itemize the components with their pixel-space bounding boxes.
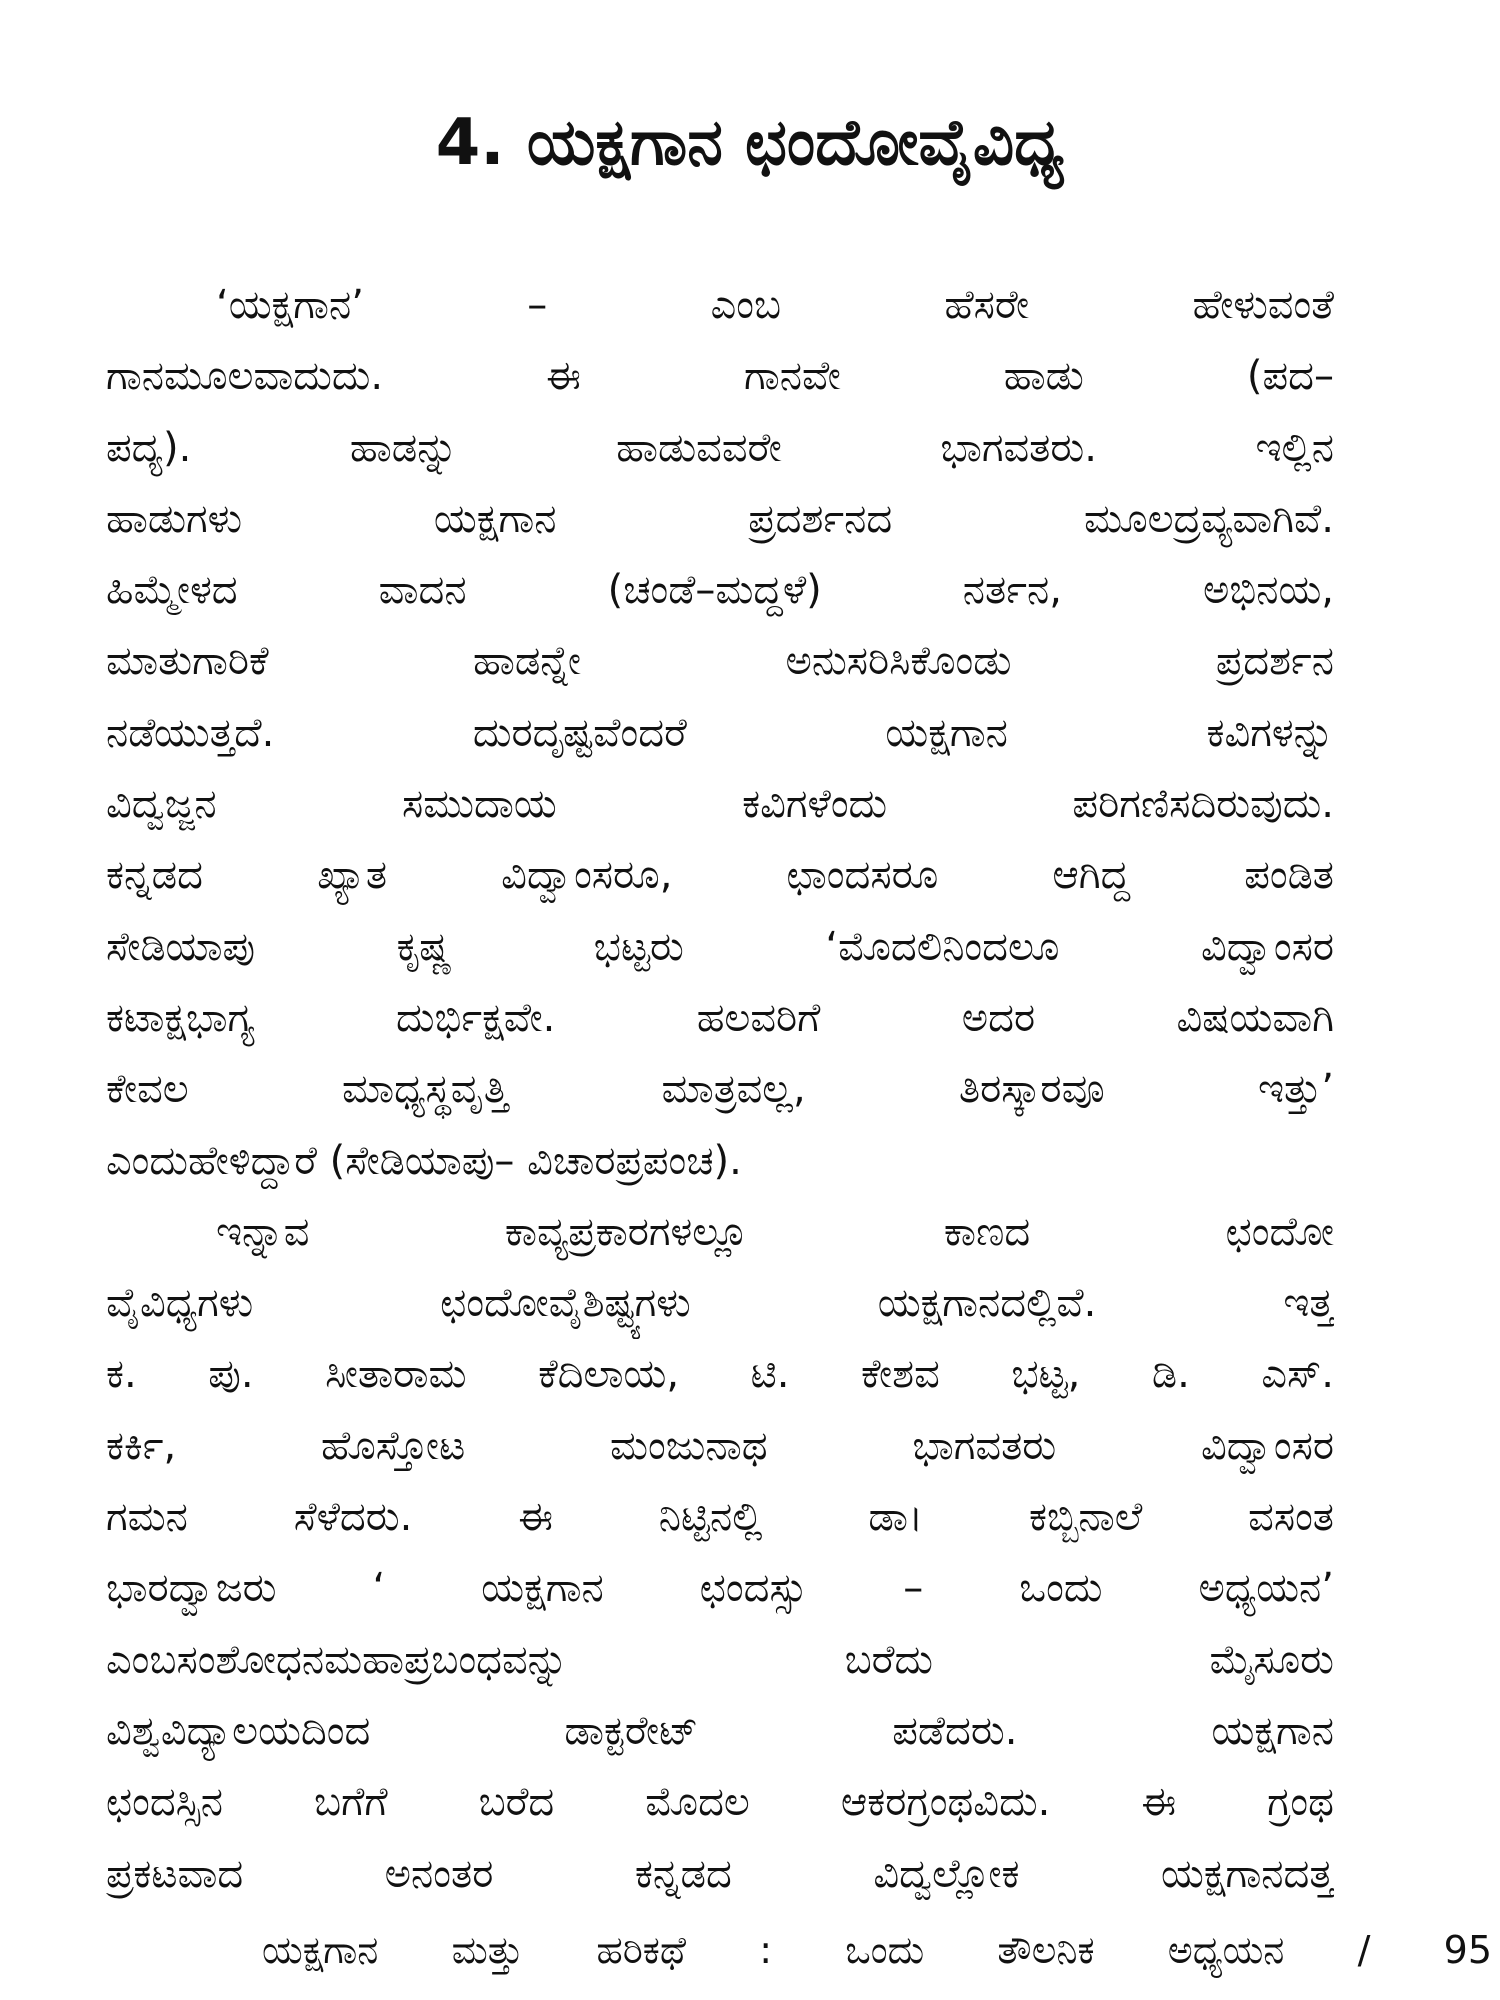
text-line: ಪ್ರಕಟವಾದ ಅನಂತರ ಕನ್ನಡದ ವಿದ್ವಲ್ಲೋಕ ಯಕ್ಷಗಾನದತ್ತ [106, 1850, 1334, 1897]
text-line: ಭಾರದ್ವಾಜರು ‘ ಯಕ್ಷಗಾನ ಛಂದಸ್ಸು – ಒಂದು ಅಧ್ಯಯನ’ [106, 1565, 1334, 1612]
text-line: ವಿಶ್ವವಿದ್ಯಾಲಯದಿಂದ ಡಾಕ್ಟರೇಟ್ ಪಡೆದರು. ಯಕ್ಷಗಾನ [106, 1707, 1334, 1754]
text-line: ಕಟಾಕ್ಷಭಾಗ್ಯ ದುರ್ಭಿಕ್ಷವೇ. ಹಲವರಿಗೆ ಅದರ ವಿಷಯವಾಗಿ [106, 994, 1334, 1041]
text-line: ಛಂದಸ್ಸಿನ ಬಗೆಗೆ ಬರೆದ ಮೊದಲ ಆಕರಗ್ರಂಥವಿದು. ಈ ಗ್ರಂಥ [106, 1779, 1334, 1826]
text-line: ಹಾಡುಗಳು ಯಕ್ಷಗಾನ ಪ್ರದರ್ಶನದ ಮೂಲದ್ರವ್ಯವಾಗಿವೆ. [106, 495, 1334, 542]
text-line: ಎಂಬಸಂಶೋಧನಮಹಾಪ್ರಬಂಧವನ್ನು ಬರೆದು ಮೈಸೂರು [106, 1636, 1334, 1683]
body-text [106, 270, 1334, 1910]
page-footer: ಯಕ್ಷಗಾನ ಮತ್ತು ಹರಿಕಥೆ : ಒಂದು ತೌಲನಿಕ ಅಧ್ಯಯನ / 95 [262, 1928, 1492, 1972]
text-line: ವೈವಿಧ್ಯಗಳು ಛಂದೋವೈಶಿಷ್ಟ್ಯಗಳು ಯಕ್ಷಗಾನದಲ್ಲಿವೆ. ಇತ್ತ [106, 1280, 1334, 1327]
text-line: ಸೇಡಿಯಾಪು ಕೃಷ್ಣ ಭಟ್ಟರು ‘ಮೊದಲಿನಿಂದಲೂ ವಿದ್ವಾಂಸರ [106, 923, 1334, 970]
text-line: ಕನ್ನಡದ ಖ್ಯಾತ ವಿದ್ವಾಂಸರೂ, ಛಾಂದಸರೂ ಆಗಿದ್ದ ಪಂಡಿತ [106, 852, 1334, 899]
text-line: ಇನ್ನಾವ ಕಾವ್ಯಪ್ರಕಾರಗಳಲ್ಲೂ ಕಾಣದ ಛಂದೋ [216, 1208, 1334, 1255]
chapter-title: 4. ಯಕ್ಷಗಾನ ಛಂದೋವೈವಿಧ್ಯ [435, 105, 1065, 180]
text-line: ಗಾನಮೂಲವಾದುದು. ಈ ಗಾನವೇ ಹಾಡು (ಪದ– [106, 353, 1334, 400]
text-line: ಕ. ಪು. ಸೀತಾರಾಮ ಕೆದಿಲಾಯ, ಟಿ. ಕೇಶವ ಭಟ್ಟ, ಡಿ. ಎಸ್. [106, 1351, 1334, 1398]
paragraph-2 [106, 1197, 1334, 1910]
text-line: ಎಂದುಹೇಳಿದ್ದಾರೆ (ಸೇಡಿಯಾಪು– ವಿಚಾರಪ್ರಪಂಚ). [106, 1137, 742, 1184]
text-line: ಹಿಮ್ಮೇಳದ ವಾದನ (ಚಂಡೆ–ಮದ್ದಳೆ) ನರ್ತನ, ಅಭಿನಯ, [106, 567, 1334, 614]
text-line: ನಡೆಯುತ್ತದೆ. ದುರದೃಷ್ಟವೆಂದರೆ ಯಕ್ಷಗಾನ ಕವಿಗಳನ್ನು [106, 709, 1334, 756]
text-line: ವಿದ್ವಜ್ಜನ ಸಮುದಾಯ ಕವಿಗಳೆಂದು ಪರಿಗಣಿಸದಿರುವುದು. [106, 781, 1334, 828]
text-line: ಕರ್ಕಿ, ಹೊಸ್ತೋಟ ಮಂಜುನಾಥ ಭಾಗವತರು ವಿದ್ವಾಂಸರ [106, 1422, 1334, 1469]
text-line: ಪದ್ಯ). ಹಾಡನ್ನು ಹಾಡುವವರೇ ಭಾಗವತರು. ಇಲ್ಲಿನ [106, 424, 1334, 471]
text-line: ಕೇವಲ ಮಾಧ್ಯಸ್ಥವೃತ್ತಿ ಮಾತ್ರವಲ್ಲ, ತಿರಸ್ಕಾರವೂ ಇತ್ತು’ [106, 1066, 1334, 1113]
text-line: ‘ಯಕ್ಷಗಾನ’ – ಎಂಬ ಹೆಸರೇ ಹೇಳುವಂತೆ [216, 282, 1334, 328]
text-line: ಮಾತುಗಾರಿಕೆ ಹಾಡನ್ನೇ ಅನುಸರಿಸಿಕೊಂಡು ಪ್ರದರ್ಶನ [106, 638, 1334, 685]
paragraph-1 [106, 270, 1334, 1197]
text-line: ಗಮನ ಸೆಳೆದರು. ಈ ನಿಟ್ಟಿನಲ್ಲಿ ಡಾ। ಕಬ್ಬಿನಾಲೆ ವಸಂತ [106, 1494, 1334, 1541]
